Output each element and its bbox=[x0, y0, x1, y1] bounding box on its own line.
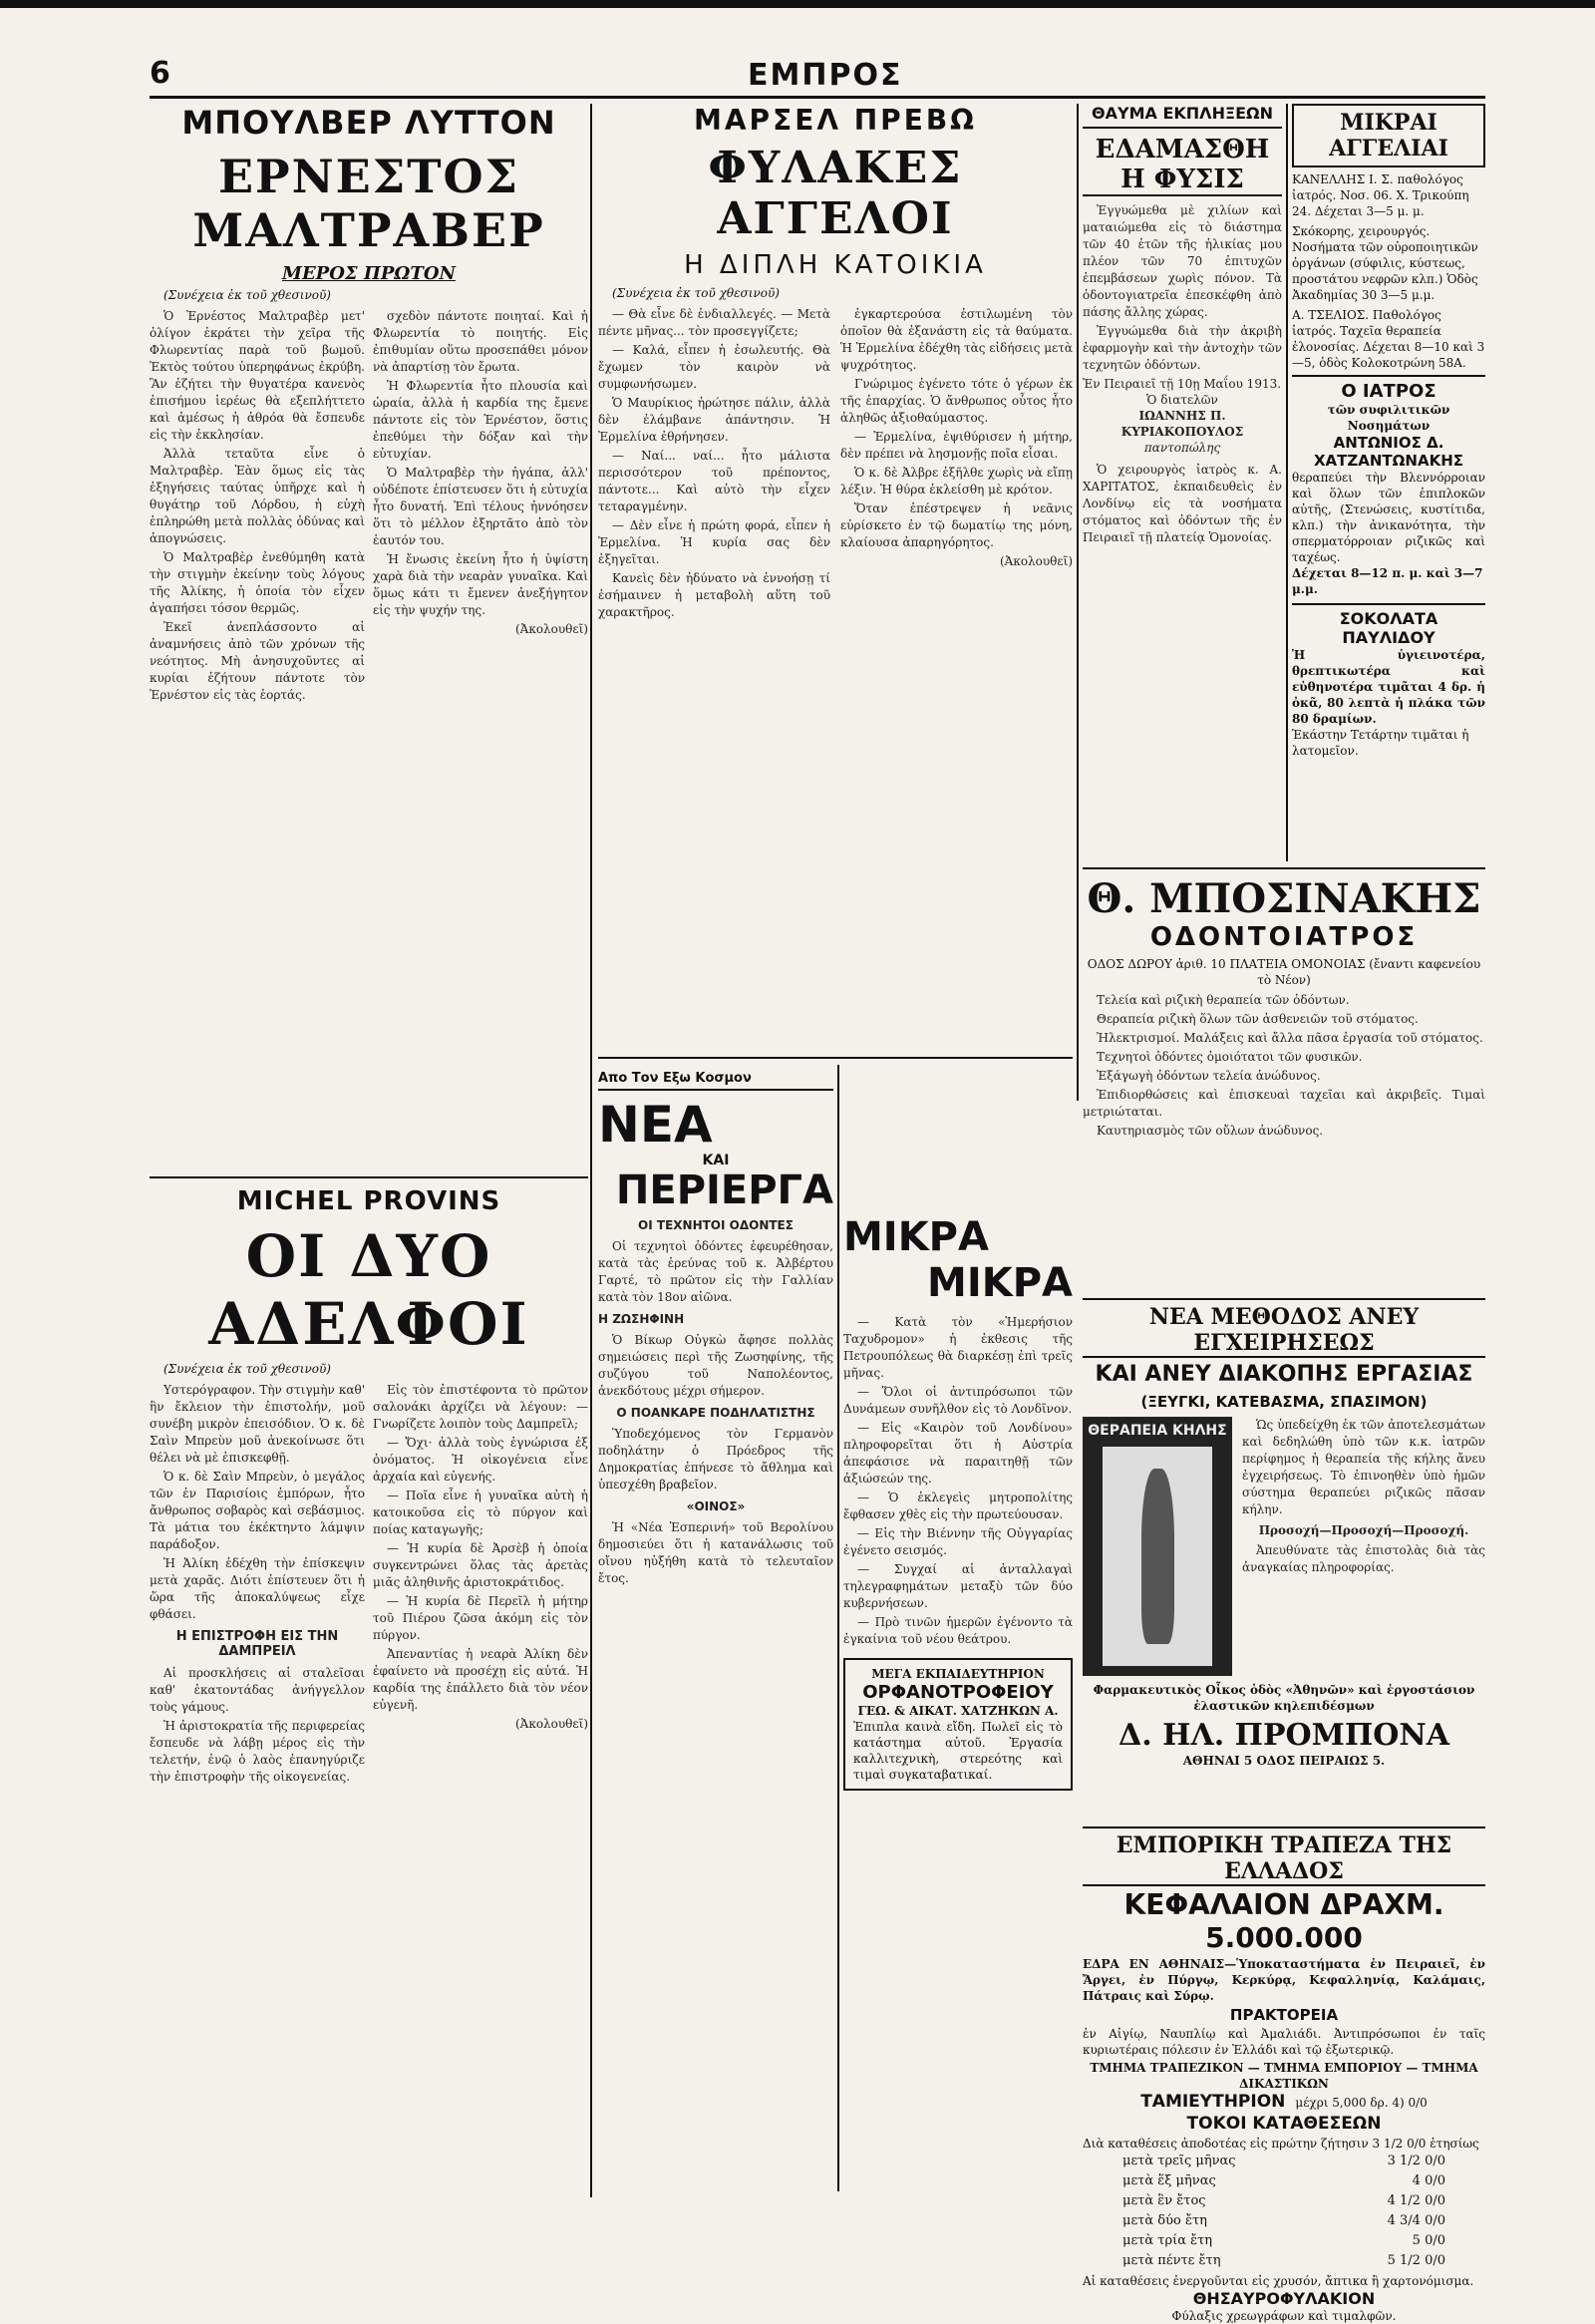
rate-value: 3 1/2 0/0 bbox=[1387, 2154, 1445, 2168]
section-kicker: Απο Τον Εξω Κοσμον bbox=[598, 1071, 833, 1091]
service-item: Τεχνητοὶ ὀδόντες ὁμοιότατοι τῶν φυσικῶν. bbox=[1097, 1050, 1363, 1064]
section-rule bbox=[1083, 1826, 1485, 1828]
ad-hernia-method bbox=[1083, 1304, 1485, 1823]
continued-tag: (Ἀκολουθεῖ) bbox=[999, 554, 1073, 568]
paragraph: Ὁ Μαλτραβὲρ ἐνεθύμηθη κατὰ τὴν στιγμὴν ἐκείνην τοὺς λόγους τῆς Ἀλίκης, ἡ ὁποία τὸν εἶχεν ἀγαπήσει τόσον θερμῶς. bbox=[150, 550, 365, 615]
ad-signature-role: Ὁ διατελῶν bbox=[1146, 393, 1218, 407]
ad-header: Ο ΙΑΤΡΟΣ bbox=[1341, 381, 1436, 402]
news-title: ΠΕΡΙΕΡΓΑ bbox=[615, 1167, 833, 1213]
story-title: ΕΡΝΕΣΤΟΣ ΜΑΛΤΡΑΒΕΡ bbox=[192, 150, 545, 257]
orphanage-notice bbox=[843, 1658, 1073, 1791]
ad-header: ΘΑΥΜΑ ΕΚΠΛΗΞΕΩΝ bbox=[1083, 104, 1282, 129]
news-item-text: Ὁ Βίκωρ Οὐγκὼ ἄφησε πολλὰς σημειώσεις περὶ τῆς Ζωσηφίνης, τῆς συζύγου τοῦ Ναπολέοντος, ἀνεκδότους μέχρι σήμερον. bbox=[598, 1333, 833, 1398]
rate-term: μετὰ τρεῖς μῆνας bbox=[1122, 2154, 1236, 2168]
ad-small-classifieds bbox=[1292, 104, 1485, 861]
service-item: Ἐπιδιορθώσεις καὶ ἐπισκευαὶ ταχεῖαι καὶ ἀκριβεῖς. Τιμαὶ μετριώταται. bbox=[1083, 1088, 1485, 1119]
story-title: ΦΥΛΑΚΕΣ ΑΓΓΕΛΟΙ bbox=[708, 143, 963, 244]
paragraph: — Ναί... ναί... ἦτο μάλιστα περισσότερον τοῦ πρέποντος, πάντοτε... Καὶ αὐτὸ τὴν εἶχεν τεταραγμένην. bbox=[598, 449, 830, 513]
paragraph: Κανεὶς δὲν ἠδύνατο νὰ ἐννοήσῃ τί ἐσήμαινεν ἡ μεταβολὴ αὕτη τοῦ χαρακτῆρος. bbox=[598, 571, 830, 619]
dentist-address: ΟΔΟΣ ΔΩΡΟΥ ἀριθ. 10 ΠΛΑΤΕΙΑ ΟΜΟΝΟΙΑΣ (ἔναντι καφενείου τὸ Νέον) bbox=[1087, 957, 1481, 987]
mikra-news bbox=[843, 1065, 1073, 2191]
story-part: ΜΕΡΟΣ ΠΡΩΤΟΝ bbox=[282, 263, 456, 284]
continued-note: (Συνέχεια ἐκ τοῦ χθεσινοῦ) bbox=[612, 286, 780, 300]
ad-text: Ἡ ὑγιεινοτέρα, θρεπτικωτέρα καὶ εὐθηνοτέρα τιμᾶται 4 δρ. ἡ ὀκᾶ, 80 λεπτὰ ἡ πλάκα τῶν 80 δραμίων. bbox=[1292, 648, 1485, 726]
section-rule bbox=[150, 1176, 588, 1178]
figure-label: ΘΕΡΑΠΕΙΑ ΚΗΛΗΣ bbox=[1088, 1423, 1227, 1439]
bank-branches: ΕΔΡΑ ΕΝ ΑΘΗΝΑΙΣ—Ὑποκαταστήματα ἐν Πειραιεῖ, ἐν Ἄργει, ἐν Πύργῳ, Κερκύρᾳ, Κεφαλληνίᾳ, Καλάμαις, Πάτραις καὶ Σύρῳ. bbox=[1083, 1957, 1485, 2003]
bank-agencies: ἐν Αἰγίῳ, Ναυπλίῳ καὶ Ἀμαλιάδι. Ἀντιπρόσωποι ἐν ταῖς κυριωτέραις πόλεσιν ἐν Ἑλλάδι καὶ τῷ ἐξωτερικῷ. bbox=[1083, 2027, 1485, 2057]
ad-paragraph: Ὡς ὑπεδείχθη ἐκ τῶν ἀποτελεσμάτων καὶ δεδηλώθη ὑπὸ τῶν κ.κ. ἰατρῶν περίφημος ἡ θεραπεία τῆς κήλης ἄνευ ἐγχειρήσεως. Τὸ ἐπινοηθὲν ὑπὸ ἡμῶν σύστημα θεραπεύει ριζικῶς πᾶσαν κήλην. bbox=[1242, 1418, 1485, 1516]
doctor-name: ΑΝΤΩΝΙΟΣ Δ. ΧΑΤΖΑΝΤΩΝΑΚΗΣ bbox=[1313, 434, 1463, 470]
ad-headline: ΕΔΑΜΑΣΘΗ Η ΦΥΣΙΣ bbox=[1083, 135, 1282, 196]
paragraph: Ὁ Μαυρίκιος ἠρώτησε πάλιν, ἀλλὰ δὲν ἐλάμβανε ἀπάντησιν. Ἡ Ἐρμελίνα ἐθρήνησεν. bbox=[598, 396, 830, 444]
ad-text: θεραπεύει τὴν Βλεννόρροιαν καὶ ὅλων τῶν ἐπιπλοκῶν αὐτῆς, (Στενώσεις, κυστίτιδα, κλπ.) τὴν ἀνικανότητα, τὴν σπερματόρροιαν ριζικῶς καὶ ταχέως. bbox=[1292, 471, 1485, 564]
section-heading: Η ΕΠΙΣΤΡΟΦΗ ΕΙΣ ΤΗΝ ΔΑΜΠΡΕΙΛ bbox=[175, 1629, 339, 1659]
story-author: ΜΑΡΣΕΛ ΠΡΕΒΩ bbox=[694, 104, 977, 137]
service-item: Καυτηριασμὸς τῶν οὔλων ἀνώδυνος. bbox=[1097, 1124, 1324, 1138]
ad-sub: τῶν συφιλιτικῶν Νοσημάτων bbox=[1327, 403, 1450, 433]
bank-name: ΕΜΠΟΡΙΚΗ ΤΡΑΠΕΖΑ ΤΗΣ ΕΛΛΑΔΟΣ bbox=[1083, 1832, 1485, 1886]
paragraph: — Δὲν εἶνε ἡ πρώτη φορά, εἶπεν ἡ Ἐρμελίνα. Ἡ κυρία σας δὲν ἐξηγεῖται. bbox=[598, 518, 830, 566]
ad-headline: ΝΕΑ ΜΕΘΟΔΟΣ ΑΝΕΥ ΕΓΧΕΙΡΗΣΕΩΣ bbox=[1083, 1304, 1485, 1358]
safe-note: Φύλαξις χρεωγράφων καὶ τιμαλφῶν. bbox=[1171, 2309, 1397, 2323]
rate-row bbox=[1122, 2191, 1445, 2211]
ad-signature: ΙΩΑΝΝΗΣ Π. ΚΥΡΙΑΚΟΠΟΥΛΟΣ bbox=[1120, 409, 1244, 439]
deposits-intro: Διὰ καταθέσεις ἀποδοτέας εἰς πρώτην ζήτησιν 3 1/2 0/0 ἐτησίως bbox=[1083, 2137, 1479, 2151]
figure-person-icon bbox=[1141, 1469, 1174, 1644]
ad-owner-address: ΑΘΗΝΑΙ 5 ΟΔΟΣ ΠΕΙΡΑΙΩΣ 5. bbox=[1182, 1754, 1386, 1768]
paragraph: Ἡ Ἀλίκη ἐδέχθη τὴν ἐπίσκεψιν μετὰ χαρᾶς. Διότι ἐπίστευεν ὅτι ἡ ὥρα τῆς ἀποκαλύψεως εἶχε φθάσει. bbox=[150, 1556, 365, 1621]
rate-value: 4 0/0 bbox=[1412, 2173, 1445, 2188]
ad-date: Ἐν Πειραιεῖ τῇ 10ῃ Μαΐου 1913. bbox=[1083, 377, 1282, 391]
ad-illustration bbox=[1083, 1417, 1232, 1676]
section-rule bbox=[1083, 1298, 1485, 1300]
section-rule bbox=[598, 1057, 1073, 1059]
story-subtitle: Η ΔΙΠΛΗ ΚΑΤΟΙΚΙΑ bbox=[684, 250, 987, 280]
dentist-name: Θ. ΜΠΟΣΙΝΑΚΗΣ bbox=[1087, 875, 1481, 922]
paragraph: Αἱ προσκλήσεις αἱ σταλεῖσαι καθ' ἐκατοντάδας ἀνήγγελλον τοὺς γάμους. bbox=[150, 1666, 365, 1714]
story-text-left bbox=[150, 1382, 365, 1788]
column-divider bbox=[1286, 104, 1288, 861]
ad-signature-title: παντοπώλης bbox=[1143, 441, 1221, 455]
rate-value: 4 1/2 0/0 bbox=[1387, 2193, 1445, 2208]
service-item: Τελεία καὶ ριζικὴ θεραπεία τῶν ὀδόντων. bbox=[1097, 993, 1350, 1007]
paragraph: Ἀπεναντίας ἡ νεαρὰ Ἀλίκη δὲν ἐφαίνετο νὰ προσέχῃ εἰς αὐτά. Ἡ καρδία της ἐπάλλετο διὰ τὸν νέον εὐγενῆ. bbox=[373, 1647, 588, 1712]
mikra-item: — Συγχαί αἱ ἀνταλλαγαὶ τηλεγραφημάτων μεταξὺ τῶν δύο κυβερνήσεων. bbox=[843, 1562, 1073, 1610]
mikra-items bbox=[843, 1314, 1073, 1648]
story-text-right bbox=[840, 306, 1073, 623]
masthead bbox=[150, 56, 1485, 96]
mikra-item: — Εἰς «Καιρὸν τοῦ Λονδίνου» πληροφορεῖται ὅτι ἡ Αὐστρία ἀπεφάσισε νὰ παραιτηθῇ τῶν ἀξιώσεών της. bbox=[843, 1421, 1073, 1486]
mikra-item: — Ὅλοι οἱ ἀντιπρόσωποι τῶν Δυνάμεων συνῆλθον εἰς τὸ Λονδῖνον. bbox=[843, 1385, 1073, 1416]
ad-thavma bbox=[1083, 104, 1282, 861]
continued-tag: (Ἀκολουθεῖ) bbox=[514, 622, 588, 636]
paragraph: Ὅταν ἐπέστρεψεν ἡ νεᾶνις εὐρίσκετο ἐν τῷ δωματίῳ της μόνη, κλαίουσα ἀπαρηγόρητος. bbox=[840, 501, 1073, 549]
paragraph: Ὁ κ. δὲ Σαὶν Μπρεὺν, ὁ μεγάλος τῶν ἐν Παρισίοις ἐμπόρων, ἦτο ἄνθρωπος σοβαρὸς καὶ σεβάσμιος. Τὰ μάτια του ἐκέκτηντο λάμψιν παράδοξον. bbox=[150, 1470, 365, 1551]
ad-paragraph: Ἐγγυώμεθα διὰ τὴν ἀκριβὴ ἐφαρμογὴν καὶ τὴν ἀντοχὴν τῶν τεχνητῶν ὀδόντων. bbox=[1083, 324, 1282, 372]
ad-header: ΣΟΚΟΛΑΤΑ ΠΑΥΛΙΔΟΥ bbox=[1339, 609, 1438, 647]
ad-hours: Δέχεται 8—12 π. μ. καὶ 3—7 μ.μ. bbox=[1292, 566, 1483, 596]
paragraph: Ἀλλὰ τεταῦτα εἶνε ὁ Μαλτραβὲρ. Ἐὰν ὅμως εἰς τὰς ἐξηγήσεις ταύτας ὑπῆρχε καὶ ἡ θυγάτηρ τοῦ Λόρδου, ἡ εὐχὴ ἐπληρώθη μετὰ πολλὰς ὀδύνας καὶ ἀπογνώσεις. bbox=[150, 447, 365, 545]
paragraph: Γνώριμος ἐγένετο τότε ὁ γέρων ἐκ τῆς ἐπαρχίας. Ὁ ἄνθρωπος οὗτος ἦτο ἀληθῶς ἀξιοθαύμαστος. bbox=[840, 377, 1073, 425]
section-rule bbox=[1083, 867, 1485, 869]
paragraph: — Ἡ κυρία δὲ Περεῖλ ἡ μήτηρ τοῦ Πιέρου ζῶσα ἀκόμη εἰς τὸν πύργον. bbox=[373, 1594, 588, 1642]
rate-term: μετὰ ἕξ μῆνας bbox=[1122, 2173, 1216, 2188]
notice-sub: ΓΕΩ. & ΑΙΚΑΤ. ΧΑΤΖΗΚΩΝ Α. bbox=[857, 1704, 1059, 1718]
news-title-and: ΚΑΙ bbox=[702, 1153, 730, 1168]
safe-deposit: ΘΗΣΑΥΡΟΦΥΛΑΚΙΟΝ bbox=[1192, 2289, 1376, 2308]
newspaper-title: ΕΜΠΡΟΣ bbox=[748, 58, 903, 93]
ad-owner: Δ. ΗΛ. ΠΡΟΜΠΟΝΑ bbox=[1117, 1718, 1450, 1753]
paragraph: Ὁ κ. δὲ Ἀλβρε ἐξῆλθε χωρὶς νὰ εἴπῃ λέξιν. Ἡ θύρα ἐκλείσθη μὲ κρότον. bbox=[840, 466, 1073, 497]
story-text-left bbox=[150, 308, 365, 706]
top-border bbox=[0, 0, 1595, 8]
bank-departments: ΤΜΗΜΑ ΤΡΑΠΕΖΙΚΟΝ — ΤΜΗΜΑ ΕΜΠΟΡΙΟΥ — ΤΜΗΜΑ ΔΙΚΑΣΤΙΚΩΝ bbox=[1090, 2061, 1478, 2091]
news-item-heading: Η ΖΩΣΗΦΙΝΗ bbox=[598, 1312, 685, 1326]
bank-agencies-head: ΠΡΑΚΤΟΡΕΙΑ bbox=[1229, 2006, 1339, 2024]
ad-paragraph: Ἀπευθύνατε τὰς ἐπιστολὰς διὰ τὰς ἀναγκαίας πληροφορίας. bbox=[1242, 1543, 1485, 1574]
rate-value: 5 1/2 0/0 bbox=[1387, 2253, 1445, 2268]
deposits-heading: ΤΟΚΟΙ ΚΑΤΑΘΕΣΕΩΝ bbox=[1186, 2114, 1382, 2134]
column-divider bbox=[1077, 104, 1079, 1101]
mikra-title: ΜΙΚΡΑ bbox=[927, 1260, 1073, 1306]
rate-term: μετὰ πέντε ἔτη bbox=[1122, 2253, 1221, 2268]
rate-term: μετὰ δύο ἔτη bbox=[1122, 2213, 1207, 2228]
news-item-text: Ἡ «Νέα Ἑσπερινή» τοῦ Βερολίνου δημοσιεύει ὅτι ἡ κατανάλωσις τοῦ οἴνου ηὐξήθη κατὰ τὸ τελευταῖον ἔτος. bbox=[598, 1520, 833, 1585]
paragraph: Ἐκεῖ ἀνεπλάσσοντο αἱ ἀναμνήσεις ἀπὸ τῶν χρόνων τῆς νεότητος. Μὴ ἀνησυχοῦντες αἱ κυρίαι ἐζήτουν πάντοτε τὸν Ἐρνέστον εἰς τὰς ἑορτάς. bbox=[150, 620, 365, 702]
story-maltraver bbox=[150, 104, 588, 1151]
bank-savings: ΤΑΜΙΕΥΤΗΡΙΟΝ bbox=[1140, 2092, 1286, 2112]
foreign-news bbox=[598, 1065, 833, 2191]
paragraph: ἐγκαρτερούσα ἐστιλωμένη τὸν ὁποῖον θὰ ἐξανάστη εἰς τὰ θαύματα. Ἡ Ἐρμελίνα ἐδέχθη τὰς εἰδήσεις μετὰ ψυχρότητος. bbox=[840, 307, 1073, 372]
paragraph: σχεδὸν πάντοτε ποιηταί. Καὶ ἡ Φλωρεντία τὸ ποιητής. Εἰς ἐπιθυμίαν οὕτω προσεπάθει μόνον νὰ ἀπαρτίσῃ τὸν ἔρωτα. bbox=[373, 309, 588, 374]
ad-paragraph: Ὁ χειρουργὸς ἰατρὸς κ. Α. ΧΑΡΙΤΑΤΟΣ, ἐκπαιδευθεὶς ἐν Λονδίνῳ εἰς τὰ νοσήματα στόματος καὶ ὀδόντων τῆς ἐν Πειραιεῖ τῇ πλατείᾳ Ὁμονοίας. bbox=[1083, 463, 1282, 544]
ad-paren: (ΞΕΥΓΚΙ, ΚΑΤΕΒΑΣΜΑ, ΣΠΑΣΙΜΟΝ) bbox=[1140, 1393, 1428, 1411]
story-author: MICHEL PROVINS bbox=[236, 1186, 501, 1216]
ad-pharmacy: Φαρμακευτικὸς Οἶκος ὁδὸς «Ἀθηνῶν» καὶ ἐργοστάσιον ἐλαστικῶν κηλεπιδέσμων bbox=[1093, 1683, 1475, 1713]
rates-table bbox=[1083, 2152, 1485, 2271]
service-item: Θεραπεία ριζικὴ ὅλων τῶν ἀσθενειῶν τοῦ στόματος. bbox=[1097, 1012, 1419, 1026]
story-text-right bbox=[373, 1382, 588, 1788]
classified-item: Σκόκορης, χειρουργός. Νοσήματα τῶν οὐροποιητικῶν ὀργάνων (σύφιλις, κύστεως, προστάτου νεφρῶν κλπ.) Ὁδὸς Ἀκαδημίας 30 3—5 μ.μ. bbox=[1292, 224, 1478, 302]
news-item-heading: «ΟΙΝΟΣ» bbox=[686, 1499, 746, 1513]
news-items bbox=[598, 1218, 833, 1587]
story-author: ΜΠΟΥΛΒΕΡ ΛΥΤΤΟΝ bbox=[181, 104, 556, 142]
rate-row bbox=[1122, 2211, 1445, 2231]
ad-dentist bbox=[1083, 875, 1485, 1294]
rate-row bbox=[1122, 2171, 1445, 2191]
continued-note: (Συνέχεια ἐκ τοῦ χθεσινοῦ) bbox=[163, 1362, 331, 1376]
rate-row bbox=[1122, 2231, 1445, 2251]
ad-warning: Προσοχή—Προσοχή—Προσοχή. bbox=[1258, 1523, 1469, 1537]
mikra-title: ΜΙΚΡΑ bbox=[843, 1214, 989, 1260]
paragraph: Υστερόγραφον. Τὴν στιγμὴν καθ' ἣν ἔκλειον τὴν ἐπιστολήν, μοῦ συνέβη μικρὸν ἐπεισόδιον. Ὁ κ. δὲ Σαὶν Μπρεὺν μοῦ ἀνεκοίνωσε ὅτι θέλει νὰ μὲ ἐπισκεφθῇ. bbox=[150, 1383, 365, 1465]
paragraph: — Θὰ εἶνε δὲ ἐνδιαλλεγές. — Μετὰ πέντε μῆνας... τὸν προσεγγίζετε; bbox=[598, 307, 830, 338]
rate-row bbox=[1122, 2152, 1445, 2171]
notice-head: ΜΕΓΑ ΕΚΠΑΙΔΕΥΤΗΡΙΟΝ bbox=[871, 1667, 1045, 1681]
rate-value: 5 0/0 bbox=[1412, 2233, 1445, 2248]
notice-title: ΟΡΦΑΝΟΤΡΟΦΕΙΟΥ bbox=[862, 1682, 1054, 1703]
notice-text: Ἐπιπλα καινὰ εἴδη. Πωλεῖ εἰς τὸ κατάστημα αὐτοῦ. Ἐργασία καλλιτεχνικὴ, στερεότης καὶ τιμαὶ συγκαταβατικαί. bbox=[853, 1720, 1063, 1782]
paragraph: Ἡ Φλωρεντία ἦτο πλουσία καὶ ὡραία, ἀλλὰ ἡ καρδία της ἔμενε πάντοτε εἰς τὸν Ἐρνέστον, ὅστις ἐπεθύμει τὴν δόξαν καὶ τὴν εὐτυχίαν. bbox=[373, 379, 588, 461]
ad-subhead: ΚΑΙ ΑΝΕΥ ΔΙΑΚΟΠΗΣ ΕΡΓΑΣΙΑΣ bbox=[1095, 1362, 1473, 1387]
news-item-text: Οἱ τεχνητοὶ ὀδόντες ἐφευρέθησαν, κατὰ τὰς ἐρεύνας τοῦ κ. Ἀλβέρτου Γαρτέ, τὸ πρῶτον εἰς τὴν Γαλλίαν κατὰ τὸν 18ον αἰῶνα. bbox=[598, 1239, 833, 1304]
page-number: 6 bbox=[150, 56, 170, 91]
ad-bank bbox=[1083, 1832, 1485, 2323]
news-item-heading: Ο ΠΟΑΝΚΑΡΕ ΠΟΔΗΛΑΤΙΣΤΗΣ bbox=[616, 1406, 815, 1420]
continued-note: (Συνέχεια ἐκ τοῦ χθεσινοῦ) bbox=[163, 288, 331, 302]
bank-capital: ΚΕΦΑΛΑΙΟΝ ΔΡΑΧΜ. 5.000.000 bbox=[1123, 1888, 1444, 1954]
paragraph: — Ποῖα εἶνε ἡ γυναῖκα αὐτὴ ἡ κατοικοῦσα εἰς τὸ πύργον καὶ ποίας καταγωγῆς; bbox=[373, 1489, 588, 1536]
rate-row bbox=[1122, 2251, 1445, 2271]
mikra-item: — Κατὰ τὸν «Ἡμερήσιον Ταχυδρομον» ἡ ἐκθεσις τῆς Πετρουπόλεως θὰ διαρκέσῃ ἐπὶ τρεῖς μῆνας. bbox=[843, 1315, 1073, 1380]
column-divider bbox=[590, 104, 592, 2197]
rate-term: μετὰ τρία ἔτη bbox=[1122, 2233, 1213, 2248]
ad-text bbox=[1242, 1417, 1485, 1676]
figure-frame bbox=[1103, 1447, 1212, 1666]
classified-item: ΚΑΝΕΛΛΗΣ Ι. Σ. παθολόγος ἰατρός. Νοσ. 06. Χ. Τρικούπη 24. Δέχεται 3—5 μ. μ. bbox=[1292, 172, 1469, 218]
ad-header: ΜΙΚΡΑΙ ΑΓΓΕΛΙΑΙ bbox=[1292, 104, 1485, 167]
paragraph: Εἰς τὸν ἐπιστέφοντα τὸ πρῶτον σαλονάκι ἀρχίζει νὰ λέγουν: — Γνωρίζετε λοιπὸν τοὺς Δαμπρεῖλ; bbox=[373, 1383, 588, 1431]
story-guardian-angels bbox=[598, 104, 1073, 1051]
ad-text bbox=[1083, 202, 1282, 546]
bank-footer-note: Αἱ καταθέσεις ἐνεργοῦνται εἰς χρυσόν, ἄπτικα ἢ χαρτονόμισμα. bbox=[1083, 2274, 1474, 2288]
ad-paragraph: Ἐγγυώμεθα μὲ χιλίων καὶ ματαιώμεθα εἰς τὸ διάστημα τῶν 40 ἐτῶν τῆς ἡλικίας μου πλέον τῶν 70 ἐπιτυχῶν ἐπεμβάσεων χωρὶς πόνον. Τὰ ὀδοντογιατρεῖα ἐπεσκέφθη ἀπὸ πάσης ἄλλης χώρας. bbox=[1083, 203, 1282, 319]
story-two-brothers bbox=[150, 1186, 588, 2193]
paragraph: Ὁ Μαλτραβὲρ τὴν ἠγάπα, ἀλλ' οὐδέποτε ἐπίστευσεν ὅτι ἡ εὐτυχία ἦτο δυνατή. Ἐπὶ τέλους ἠννόησεν ὅτι τὸ μέλλον ἐξηρτᾶτο ἀπὸ τὸν ἑαυτόν του. bbox=[373, 466, 588, 547]
dentist-profession: ΟΔΟΝΤΟΙΑΤΡΟΣ bbox=[1149, 922, 1419, 952]
dentist-services bbox=[1083, 992, 1485, 1140]
ad-note: Ἑκάστην Τετάρτην τιμᾶται ἡ λατομεῖον. bbox=[1292, 728, 1469, 758]
paragraph: — Ἡ κυρία δὲ Ἀρσὲβ ἡ ὁποία συγκεντρώνει ὅλας τὰς ἀρετὰς μιᾶς ἀληθινῆς ἀριστοκράτιδος. bbox=[373, 1541, 588, 1589]
classified-list bbox=[1292, 171, 1485, 371]
story-title: ΟΙ ΔΥΟ ΑΔΕΛΦΟΙ bbox=[208, 1222, 529, 1358]
ad-iatros bbox=[1292, 375, 1485, 597]
news-title: ΝΕΑ bbox=[598, 1096, 713, 1154]
bank-savings-note: μέχρι 5,000 δρ. 4) 0/0 bbox=[1295, 2096, 1428, 2110]
news-item-text: Ὑποδεχόμενος τὸν Γερμανὸν ποδηλάτην ὁ Πρόεδρος τῆς Δημοκρατίας ἐπήνεσε τὸ ἄθλημα καὶ ὑπεσχέθη βραβεῖον. bbox=[598, 1427, 833, 1492]
classified-item: Α. ΤΣΕΛΙΟΣ. Παθολόγος ἰατρός. Ταχεῖα θεραπεία ἐλονοσίας. Δέχεται 8—10 καὶ 3—5, ὁδὸς Κολοκοτρώνη 58Α. bbox=[1292, 308, 1485, 370]
mikra-item: — Πρὸ τινῶν ἡμερῶν ἐγένοντο τὰ ἐγκαίνια τοῦ νέου θεάτρου. bbox=[843, 1615, 1073, 1646]
paragraph: — Ἐρμελίνα, ἐψιθύρισεν ἡ μήτηρ, δὲν πρέπει νὰ λησμονῇς ποῖα εἶσαι. bbox=[840, 430, 1073, 461]
story-text-left bbox=[598, 306, 830, 623]
column-divider bbox=[837, 1065, 839, 2191]
news-item-heading: ΟΙ ΤΕΧΝΗΤΟΙ ΟΔΟΝΤΕΣ bbox=[638, 1218, 794, 1232]
mikra-item: — Ὁ ἐκλεγεὶς μητροπολίτης ἔφθασεν χθὲς εἰς τὴν πρωτεύουσαν. bbox=[843, 1491, 1073, 1521]
story-text-right bbox=[373, 308, 588, 706]
mikra-item: — Εἰς τὴν Βιέννην τῆς Οὐγγαρίας ἐγένετο σεισμός. bbox=[843, 1526, 1073, 1557]
paragraph: Ἡ ἔνωσις ἐκείνη ἦτο ἡ ὑψίστη χαρὰ διὰ τὴν νεαρὰν γυναῖκα. Καὶ ὅμως κάτι τι ἔμενεν ἀνεξήγητον εἰς τὴν ψυχήν της. bbox=[373, 552, 588, 617]
service-item: Ἐξάγωγὴ ὀδόντων τελεία ἀνώδυνος. bbox=[1097, 1069, 1321, 1083]
rate-value: 4 3/4 0/0 bbox=[1387, 2213, 1445, 2228]
paragraph: Ὁ Ἐρνέστος Μαλτραβὲρ μετ' ὀλίγον ἐκράτει τὴν χεῖρα τῆς Φλωρεντίας παρὰ τοῦ βωμοῦ. Ἐκτὸς τούτου ὑπερηφάνως ἐκρύβη. Ἂν ἐζήτει τὴν θυγατέρα κανενὸς ἐπισήμου ἱερέως θὰ εξεπλήττετο καὶ ἀμέσως ἡ ἀθρόα θὰ ἔσπευδε εἰς τὴν ἐκκλησίαν. bbox=[150, 309, 365, 442]
ad-chocolate bbox=[1292, 603, 1485, 759]
masthead-rule bbox=[150, 96, 1485, 99]
rate-term: μετὰ ἓν ἔτος bbox=[1122, 2193, 1206, 2208]
continued-tag: (Ἀκολουθεῖ) bbox=[514, 1717, 588, 1731]
service-item: Ἠλεκτρισμοί. Μαλάξεις καὶ ἄλλα πᾶσα ἐργασία τοῦ στόματος. bbox=[1097, 1031, 1483, 1045]
paragraph: — Καλά, εἶπεν ἡ ἐσωλευτής. Θὰ ἔχωμεν τὸν καιρὸν νὰ συμφωνήσωμεν. bbox=[598, 343, 830, 391]
paragraph: Ἡ ἀριστοκρατία τῆς περιφερείας ἔσπευδε νὰ λάβῃ μέρος εἰς τὴν τελετήν, ἐνῷ ὁ λαὸς ἐπανηγύριζε τὴν ἐπιστροφὴν τῆς οἰκογενείας. bbox=[150, 1719, 365, 1784]
paragraph: — Ὄχι· ἀλλὰ τοὺς ἐγνώρισα ἐξ ὀνόματος. Ἡ οἰκογένεια εἶνε ἀρχαία καὶ εὐγενής. bbox=[373, 1436, 588, 1484]
